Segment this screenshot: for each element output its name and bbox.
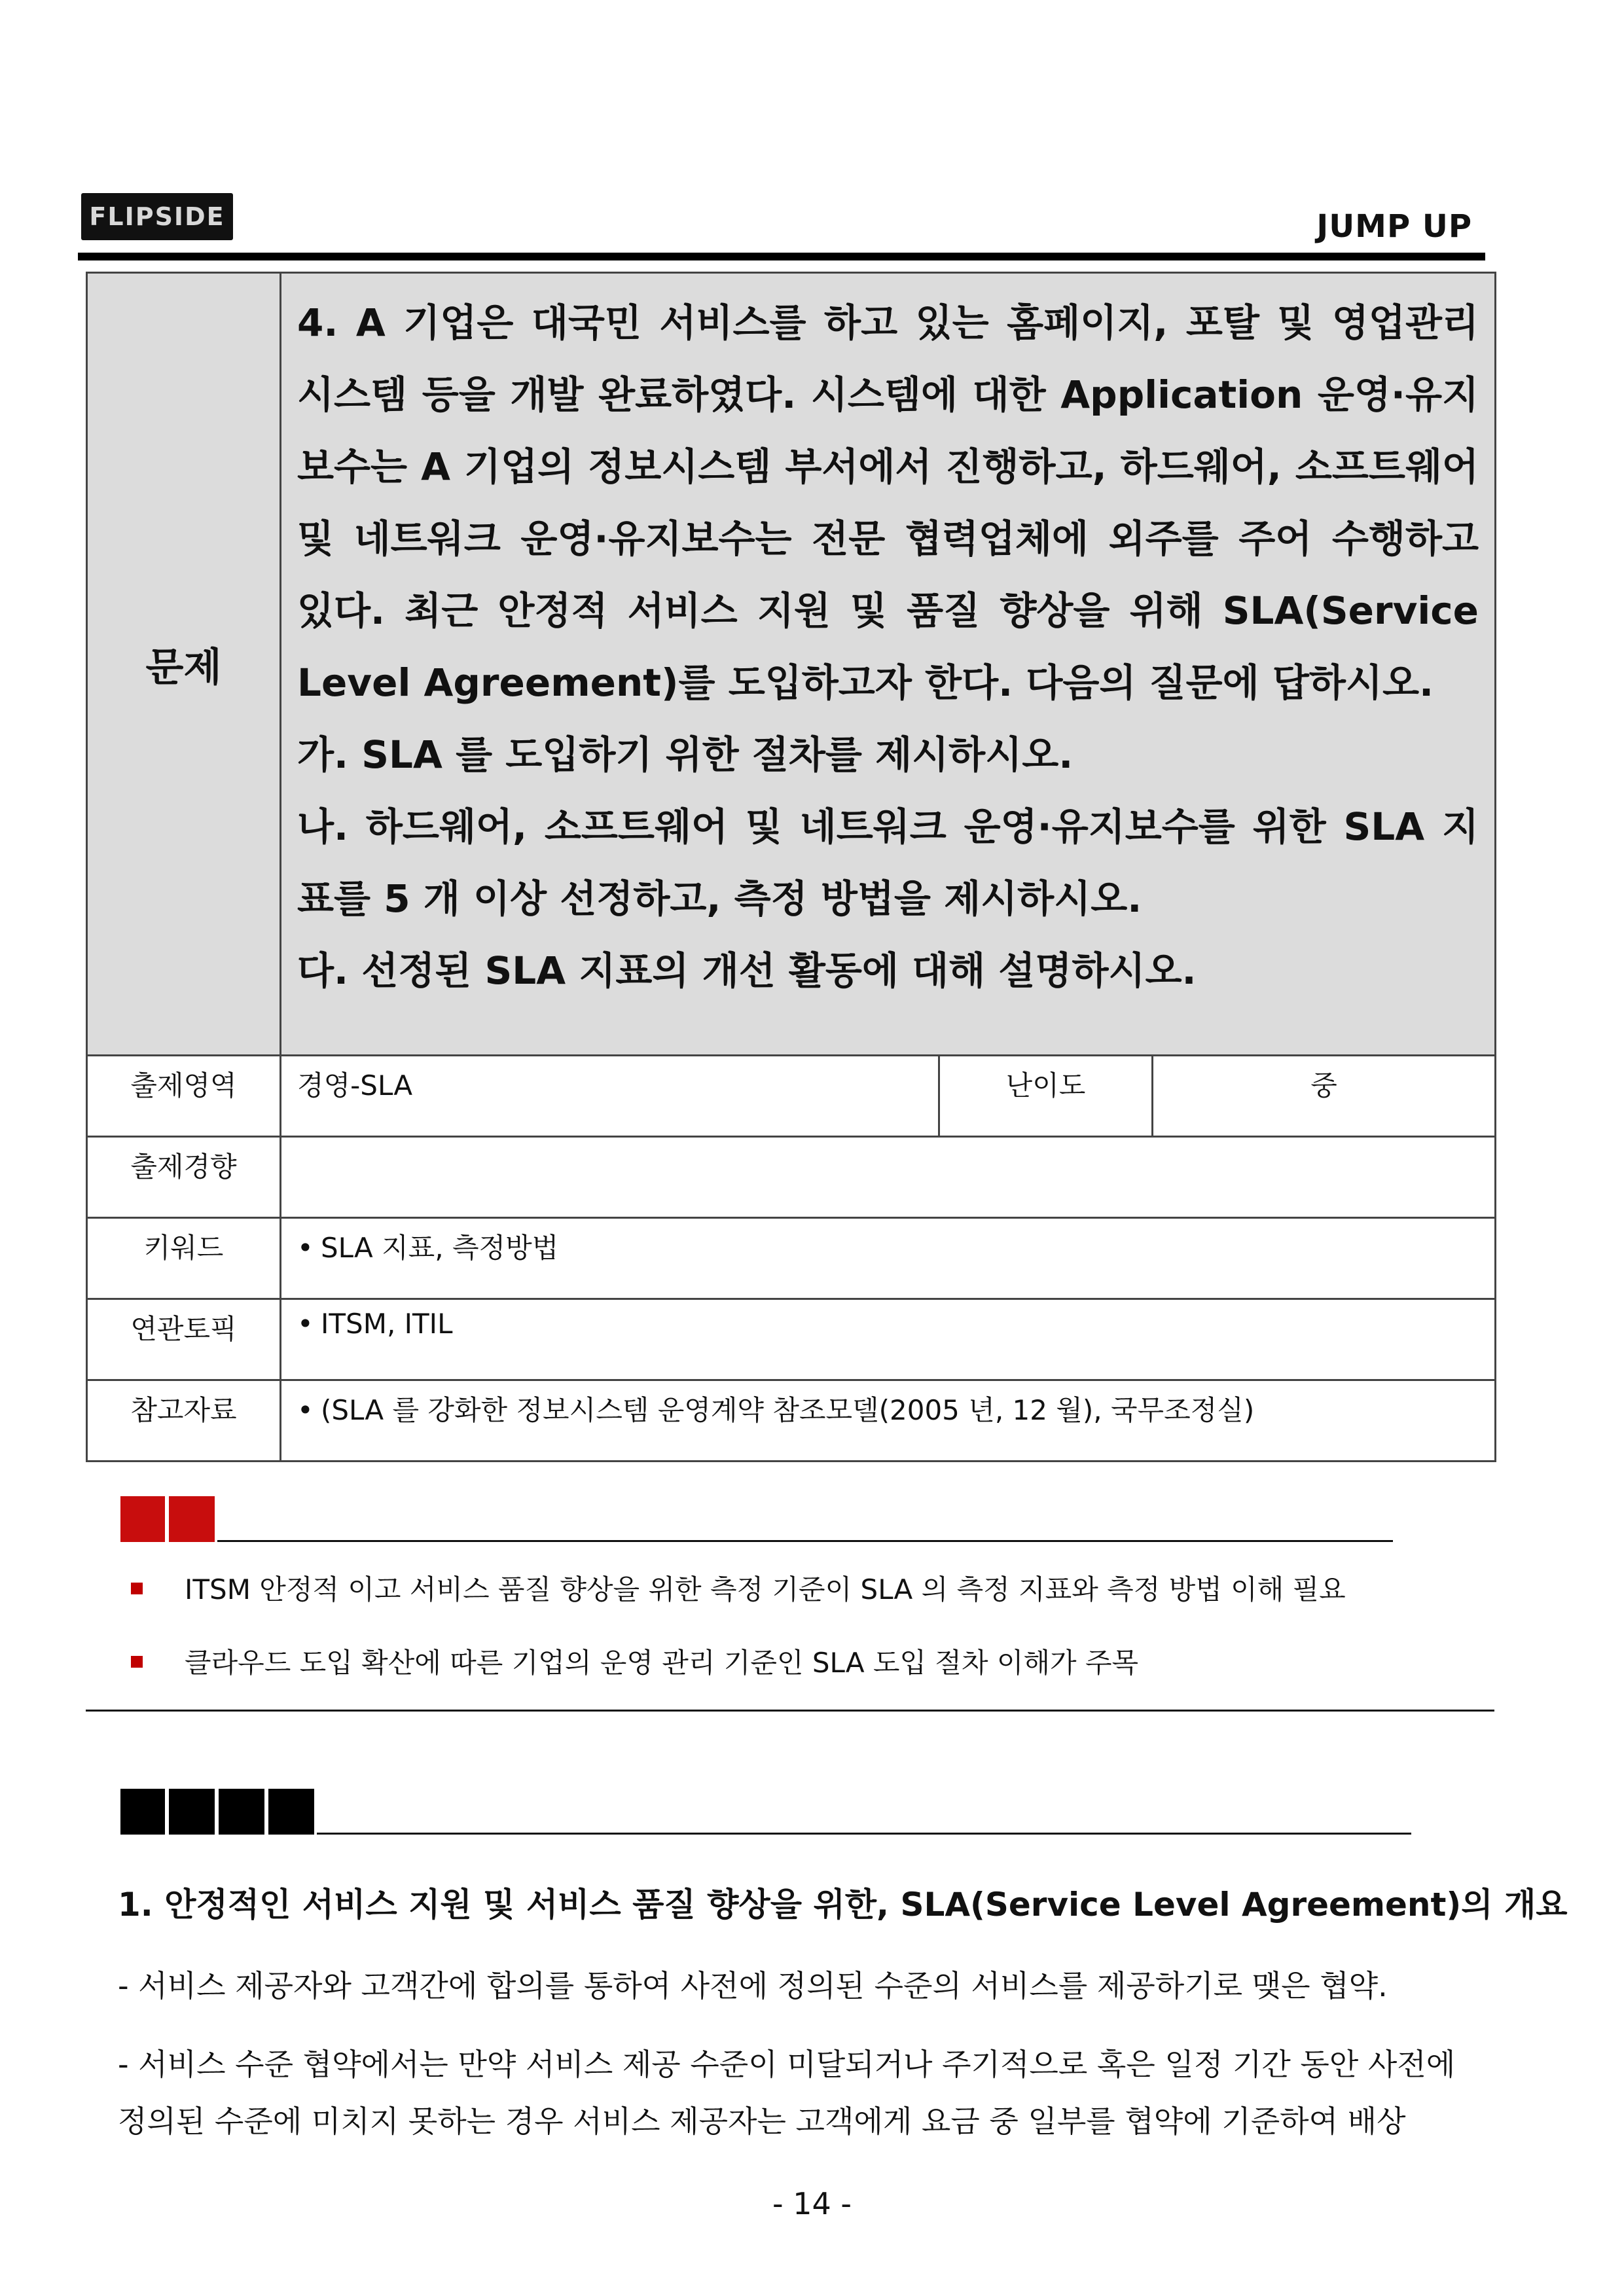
bullet-dot: • (297, 1308, 314, 1340)
keyword-label: 키워드 (87, 1218, 281, 1299)
answer-heading: 1. 안정적인 서비스 지원 및 서비스 품질 향상을 위한, SLA(Service Level Agreement)의 개요 (118, 1886, 1568, 1924)
question-paragraph: 4. A 기업은 대국민 서비스를 하고 있는 홈페이지, 포탈 및 영업관리 시스템 등을 개발 완료하였다. 시스템에 대한 Application 운영·유지보수는 A 기업의 정보시스템 부서에서 진행하고, 하드웨어, 소프트웨어 및 네트워크 운영·유지보수는 전문 협력업체에 외주를 주어 수행하고 있다. 최근 안정적 서비스 지원 및 품질 향상을 위해 SLA(Service Level Agreement)를 도입하고자 한다. 다음의 질문에 답하시오. (297, 300, 1479, 705)
topic-label: 연관토픽 (87, 1299, 281, 1380)
running-head: JUMP UP (1316, 208, 1472, 245)
question-sub-c: 다. 선정된 SLA 지표의 개선 활동에 대해 설명하시오. (297, 948, 1197, 993)
section-marker-block (120, 1496, 165, 1542)
bullet-dot: • (297, 1232, 314, 1264)
topic-cell (281, 1299, 1496, 1380)
section-end-rule (86, 1710, 1494, 1712)
question-table (86, 272, 1496, 1462)
difficulty-value: 중 (1153, 1056, 1496, 1137)
section-marker-block (268, 1789, 314, 1835)
analysis-bullet: 클라우드 도입 확산에 따른 기업의 운영 관리 기준인 SLA 도입 절차 이해가 주목 (185, 1647, 1139, 1679)
header-rule (78, 253, 1485, 260)
section-marker-block (120, 1789, 165, 1835)
topic-value: ITSM, ITIL (321, 1308, 453, 1340)
question-sub-b: 나. 하드웨어, 소프트웨어 및 네트워크 운영·유지보수를 위한 SLA 지표를 5 개 이상 선정하고, 측정 방법을 제시하시오. (297, 804, 1479, 921)
logo-text: FLIPSIDE (89, 202, 225, 231)
answer-line: - 서비스 제공자와 고객간에 합의를 통하여 사전에 정의된 수준의 서비스를 제공하기로 맺은 협약. (118, 1968, 1388, 2003)
reference-value: (SLA 를 강화한 정보시스템 운영계약 참조모델(2005 년, 12 월), 국무조정실) (321, 1394, 1255, 1426)
section-rule (217, 1540, 1393, 1542)
section-marker-block (219, 1789, 264, 1835)
answer-line: - 서비스 수준 협약에서는 만약 서비스 제공 수준이 미달되거나 주기적으로 혹은 일정 기간 동안 사전에 (118, 2047, 1456, 2082)
section-marker-block (169, 1789, 215, 1835)
question-label: 문제 (87, 273, 281, 1056)
red-square-bullet-icon (131, 1656, 143, 1668)
question-body (281, 273, 1496, 1056)
reference-label: 참고자료 (87, 1380, 281, 1462)
question-sub-a: 가. SLA 를 도입하기 위한 절차를 제시하시오. (297, 732, 1074, 777)
page-number: - 14 - (772, 2186, 852, 2221)
trend-label: 출제경향 (87, 1137, 281, 1218)
section-marker-block (169, 1496, 215, 1542)
section-rule (317, 1833, 1411, 1835)
flipside-logo (81, 193, 233, 240)
area-label: 출제영역 (87, 1056, 281, 1137)
analysis-bullet: ITSM 안정적 이고 서비스 품질 향상을 위한 측정 기준이 SLA 의 측정 지표와 측정 방법 이해 필요 (185, 1573, 1346, 1605)
answer-line: 정의된 수준에 미치지 못하는 경우 서비스 제공자는 고객에게 요금 중 일부를 협약에 기준하여 배상 (118, 2104, 1406, 2139)
difficulty-label: 난이도 (939, 1056, 1153, 1137)
keyword-value: SLA 지표, 측정방법 (321, 1232, 559, 1264)
reference-cell (281, 1380, 1496, 1462)
keyword-cell (281, 1218, 1496, 1299)
trend-value (281, 1137, 1496, 1218)
area-value: 경영-SLA (281, 1056, 939, 1137)
red-square-bullet-icon (131, 1583, 143, 1594)
bullet-dot: • (297, 1394, 314, 1426)
